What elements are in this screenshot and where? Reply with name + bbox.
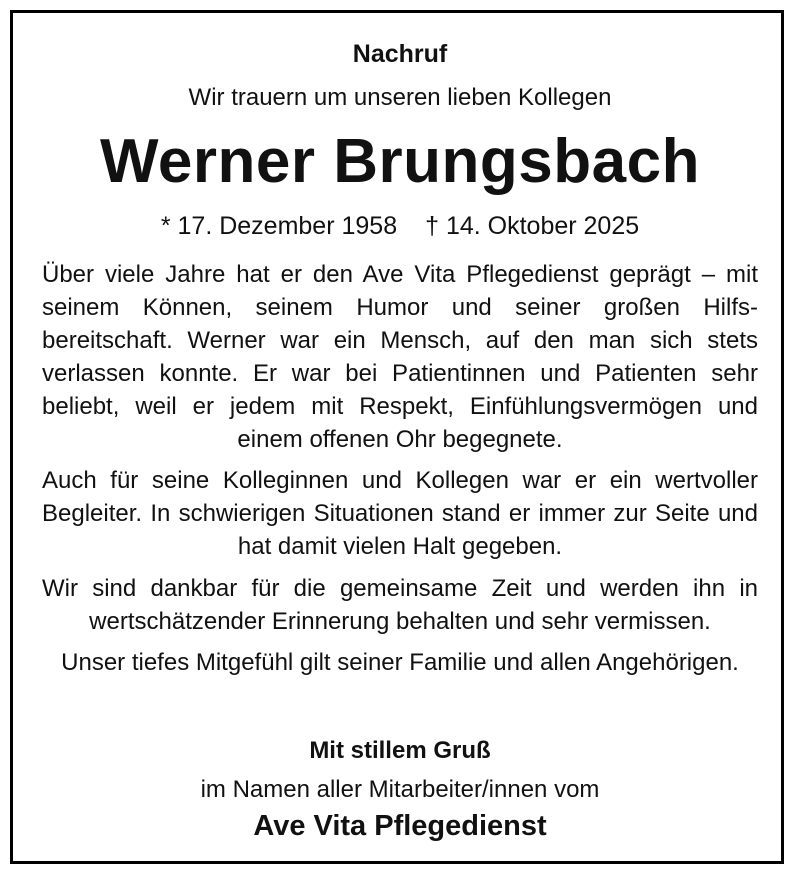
on-behalf-line: im Namen aller Mitarbeiter/innen vom (200, 776, 600, 803)
notice-subtitle: Wir trauern um unseren lieben Kollegen (188, 84, 612, 111)
birth-date: * 17. Dezember 1958 (160, 212, 398, 240)
tribute-paragraph-3: Wir sind dankbar für die gemeinsame Zeit und werden ihn in wertschätzender Erinnerung behalten und sehr vermissen. (42, 575, 758, 635)
condolence-paragraph: Unser tiefes Mitgefühl gilt seiner Familie und allen Angehörigen. (61, 649, 739, 676)
tribute-paragraph-1: Über viele Jahre hat er den Ave Vita Pflegedienst geprägt – mit seinem Können, seinem Humor und seiner großen Hilfsbereitschaft. Werner war ein Mensch, auf den man sich stets verlassen konnte. Er war bei Patientinnen und Patienten sehr beliebt, weil er jedem mit Respekt, Einfühlungsvermögen und einem offenen Ohr begegnete. (42, 261, 758, 453)
tribute-paragraph-2: Auch für seine Kolleginnen und Kollegen war er ein wertvoller Begleiter. In schwierigen Situationen stand er immer zur Seite und hat damit vielen Halt gegeben. (42, 467, 758, 560)
organization-name: Ave Vita Pflegedienst (253, 810, 547, 842)
deceased-name: Werner Brungsbach (100, 127, 700, 196)
closing-greeting: Mit stillem Gruß (309, 737, 491, 764)
notice-title: Nachruf (352, 40, 448, 68)
death-date: † 14. Oktober 2025 (425, 212, 640, 240)
life-dates (0, 212, 800, 241)
